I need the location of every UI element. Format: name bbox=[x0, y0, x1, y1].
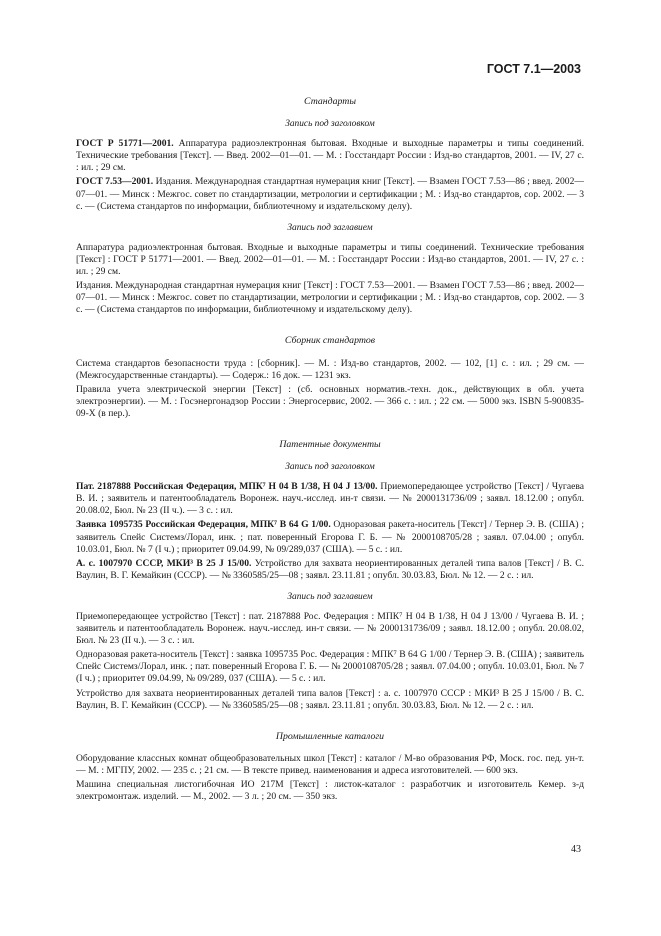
sub-heading: Запись под заглавием bbox=[287, 591, 373, 602]
section-industrial-catalogs bbox=[76, 731, 584, 803]
section-standards-collection bbox=[76, 335, 584, 420]
entry-text: Приемопередающее устройство [Текст] : пат. 2187888 Рос. Федерация : МПК⁷ Н 04 В 1/38, Н 04 J 13/00 / Чугаева В. И. ; заявитель и патентообладатель Воронеж. науч.-исслед. ин-т связи. — № 2000131736/09 ; заявл. 18.12.00 ; опубл. 20.08.02, Бюл. № 23 (II ч.). — 3 с. : ил. bbox=[76, 611, 584, 647]
entry-text: Издания. Международная стандартная нумерация книг [Текст]. — Взамен ГОСТ 7.53—86 ; введ. 2002—07—01. — Минск : Межгос. совет по стандартизации, метрологии и сертификации ; М. : Изд-во стандартов, сор. 2002. — 3 с. — (Система стандартов по информации, библиотечному и издательскому делу). bbox=[76, 176, 584, 212]
page-number: 43 bbox=[571, 844, 581, 855]
entry-text: Издания. Международная стандартная нумерация книг [Текст] : ГОСТ 7.53—2001. — Взамен ГОСТ 7.53—86 ; введ. 2002—07—01. — Минск : Межгос. совет по стандартизации, метрологии и сертификации ; М. : Изд-во стандартов, сор. 2002. — 3 с. — (Система стандартов по информации, библиотечному и издательскому делу). bbox=[76, 280, 584, 316]
page-content bbox=[76, 92, 584, 805]
bib-entry bbox=[76, 753, 584, 777]
entry-text: Устройство для захвата неориентированных деталей типа валов [Текст] : а. с. 1007970 СССР : МКИ³ В 25 J 15/00 / В. С. Ваулин, В. Г. Кемайкин (СССР). — № 3360585/25—08 ; заявл. 23.11.81 ; опубл. 30.03.83, Бюл. № 12. — 2 с. : ил. bbox=[76, 687, 584, 711]
section-patent-documents bbox=[76, 439, 584, 712]
section-heading: Стандарты bbox=[304, 96, 356, 107]
entry-text: Аппаратура радиоэлектронная бытовая. Входные и выходные параметры и типы соединений. Технические требования [Текст] : ГОСТ Р 51771—2001. — Введ. 2002—01—01. — М. : Госстандарт России : Изд-во стандартов, 2001. — IV, 27 с. : ил. ; 29 см. bbox=[76, 241, 584, 278]
entry-text: Одноразовая ракета-носитель [Текст] / Тернер Э. В. (США) ; заявитель Спейс Системз/Лорал, инк. ; пат. поверенный Егорова Г. Б. — № 2000108705/28 ; заявл. 07.04.00 ; опубл. 10.03.01, Бюл. № 7 (I ч.) ; приоритет 09.04.99, № 09/289,037 (США). — 5 с. : ил. bbox=[76, 519, 584, 555]
sub-heading: Запись под заголовком bbox=[285, 119, 375, 130]
doc-code: ГОСТ 7.1—2003 bbox=[486, 62, 581, 76]
bib-entry bbox=[76, 649, 584, 685]
section-standards bbox=[76, 96, 584, 316]
sub-heading: Запись под заголовком bbox=[285, 462, 375, 473]
entry-lead: ГОСТ 7.53—2001. bbox=[76, 176, 154, 188]
bib-entry bbox=[76, 519, 584, 555]
bib-entry bbox=[76, 611, 584, 647]
entry-lead: Заявка 1095735 Российская Федерация, МПК⁷ В 64 G 1/00. bbox=[76, 519, 331, 531]
entry-text: Система стандартов безопасности труда : [сборник]. — М. : Изд-во стандартов, 2002. — 102, [1] с. : ил. ; 29 см. — (Межгосударственные стандарты). — Содерж.: 16 док. — 1231 экз. bbox=[76, 357, 584, 381]
bib-entry bbox=[76, 558, 584, 582]
entry-text: Приемопередающее устройство [Текст] / Чугаева В. И. ; заявитель и патентообладатель Воронеж. науч.-исслед. ин-т связи. — № 2000131736/09 ; заявл. 18.12.00 ; опубл. 20.08.02, Бюл. № 23 (II ч.). — 3 с. : ил. bbox=[76, 481, 585, 517]
entry-text: Аппаратура радиоэлектронная бытовая. Входные и выходные параметры и типы соединений. Технические требования [Текст]. — Введ. 2002—01—01. — М. : Госстандарт России : Изд-во стандартов, 2001. — IV, 27 с. : ил. ; 29 см. bbox=[76, 138, 584, 174]
section-heading: Сборник стандартов bbox=[284, 335, 376, 347]
bib-entry bbox=[76, 138, 584, 174]
entry-text: Правила учета электрической энергии [Текст] : (сб. основных норматив.-техн. док., действующих в обл. учета электроэнергии). — М. : Госэнергонадзор России : Энергосервис, 2002. — 366 с. : ил. ; 22 см. — 5000 экз. ISBN 5-900835-09-Х (в пер.). bbox=[76, 383, 584, 419]
entry-text: Оборудование классных комнат общеобразовательных школ [Текст] : каталог / М-во образования РФ, Моск. гос. пед. ун-т. — М. : МГПУ, 2002. — 235 с. ; 21 см. — В тексте привед. наименования и адреса изготовителей. — 600 экз. bbox=[76, 752, 584, 776]
entry-text: Одноразовая ракета-носитель [Текст] : заявка 1095735 Рос. Федерация : МПК⁷ В 64 G 1/00 / Тернер Э. В. (США) ; заявитель Спейс Системз/Лорал, инк. ; пат. поверенный Егорова Г. Б. — № 2000108705/28 ; заявл. 07.04.00 ; опубл. 10.03.01, Бюл. № 7 (I ч.) ; приоритет 09.04.99, № 09/289, 037 (США). — 5 с. : ил. bbox=[76, 649, 584, 685]
entry-text: Машина специальная листогибочная ИО 217М [Текст] : листок-каталог : разработчик и изготовитель Кемер. з-д электромонтаж. изделий. — М., 2002. — 3 л. ; 20 см. — 350 экз. bbox=[76, 779, 584, 803]
bib-entry bbox=[76, 242, 584, 278]
bib-entry bbox=[76, 688, 584, 712]
bib-entry bbox=[76, 779, 584, 803]
page-header bbox=[487, 62, 581, 76]
sub-heading: Запись под заглавием bbox=[287, 222, 373, 233]
entry-text: Устройство для захвата неориентированных деталей типа валов [Текст] / В. С. Ваулин, В. Г. Кемайкин (СССР). — № 3360585/25—08 ; заявл. 23.11.81 ; опубл. 30.03.83, Бюл. № 12. — 2 с. : ил. bbox=[76, 557, 585, 581]
bib-entry bbox=[76, 481, 584, 517]
bib-entry bbox=[76, 358, 584, 382]
entry-lead: А. с. 1007970 СССР, МКИ³ В 25 J 15/00. bbox=[76, 557, 252, 569]
entry-lead: ГОСТ Р 51771—2001. bbox=[76, 138, 174, 150]
bib-entry bbox=[76, 280, 584, 316]
bib-entry bbox=[76, 384, 584, 420]
section-heading: Патентные документы bbox=[279, 438, 381, 450]
section-heading: Промышленные каталоги bbox=[275, 730, 385, 742]
entry-lead: Пат. 2187888 Российская Федерация, МПК⁷ Н 04 В 1/38, Н 04 J 13/00. bbox=[76, 481, 378, 493]
bib-entry bbox=[76, 176, 584, 212]
